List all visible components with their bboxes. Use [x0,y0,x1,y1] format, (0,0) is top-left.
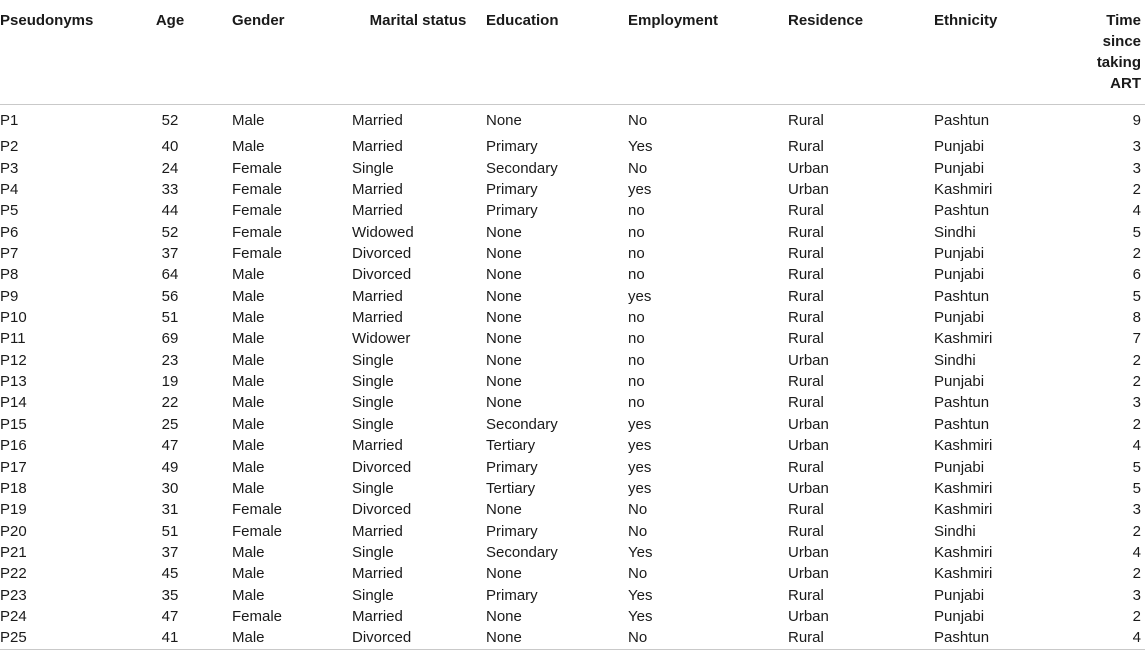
table-row [0,105,1145,137]
cell-ethnicity: Punjabi [934,309,985,327]
cell-residence: Rural [788,309,824,327]
cell-residence: Urban [788,437,829,455]
cell-employment: Yes [628,544,653,561]
cell-gender: Male [232,112,265,129]
cell-pseudonym: P11 [0,330,26,348]
cell-ethnicity: Punjabi [934,586,985,604]
cell-ethnicity: Kashmiri [934,330,993,348]
cell-ethnicity: Pashtun [934,112,990,129]
cell-time-since-art: 7 [1132,330,1141,348]
cell-pseudonym: P2 [0,138,19,156]
cell-pseudonym: P9 [0,287,19,305]
cell-time-since-art: 3 [1132,159,1141,177]
table-row [0,136,1145,157]
cell-age: 31 [161,501,179,519]
cell-age: 64 [161,266,179,284]
cell-marital-status: Divorced [352,501,412,519]
cell-education: None [486,608,522,626]
cell-education: Primary [486,522,538,540]
cell-gender: Male [232,629,265,647]
cell-pseudonym: P6 [0,223,19,241]
cell-residence: Urban [788,565,829,583]
cell-gender: Male [232,330,265,348]
cell-time-since-art: 3 [1132,501,1141,519]
cell-employment: no [628,202,645,220]
cell-pseudonym: P23 [0,586,27,604]
cell-education: None [486,394,522,412]
cell-gender: Male [232,138,265,156]
cell-ethnicity: Punjabi [934,138,985,156]
table-row [0,392,1145,413]
cell-ethnicity: Kashmiri [934,565,993,583]
cell-gender: Male [232,287,265,305]
cell-employment: no [628,244,645,262]
cell-marital-status: Married [352,202,403,220]
cell-age: 22 [161,394,179,412]
header-employment: Employment [626,0,786,105]
cell-marital-status: Divorced [352,458,412,476]
table-row [0,627,1145,648]
cell-ethnicity: Pashtun [934,415,990,433]
table-row [0,328,1145,349]
cell-age: 33 [161,180,179,198]
cell-marital-status: Single [352,394,394,412]
cell-gender: Female [232,501,283,519]
cell-residence: Rural [788,373,824,391]
cell-gender: Female [232,522,283,540]
cell-marital-status: Married [352,180,403,198]
cell-time-since-art: 4 [1132,629,1141,647]
table-row [0,350,1145,371]
cell-time-since-art: 2 [1132,522,1141,540]
cell-age: 25 [161,415,179,433]
header-education: Education [484,0,626,105]
cell-residence: Rural [788,266,824,284]
cell-pseudonym: P17 [0,458,27,476]
cell-employment: No [628,159,648,177]
cell-education: None [486,112,522,129]
cell-employment: yes [628,415,652,433]
cell-time-since-art: 4 [1132,202,1141,220]
cell-age: 44 [161,202,179,220]
cell-education: None [486,373,522,391]
table-row [0,157,1145,178]
cell-employment: No [628,501,648,519]
cell-employment: yes [628,458,652,476]
cell-gender: Male [232,309,265,327]
cell-residence: Urban [788,608,829,626]
cell-age: 49 [161,458,179,476]
cell-pseudonym: P22 [0,565,27,583]
cell-employment: no [628,309,645,327]
cell-pseudonym: P19 [0,501,27,519]
cell-ethnicity: Pashtun [934,202,990,220]
cell-marital-status: Married [352,522,403,540]
cell-age: 30 [161,479,179,497]
cell-residence: Urban [788,479,829,497]
cell-time-since-art: 2 [1132,608,1141,626]
table-row [0,456,1145,477]
cell-ethnicity: Punjabi [934,266,985,284]
table-row [0,542,1145,563]
cell-residence: Urban [788,415,829,433]
table-bottom-rule [0,649,1145,650]
cell-pseudonym: P14 [0,394,27,412]
cell-education: Tertiary [486,437,536,455]
cell-pseudonym: P16 [0,437,27,455]
cell-time-since-art: 9 [1132,112,1141,129]
cell-gender: Male [232,565,265,583]
cell-marital-status: Divorced [352,629,412,647]
cell-residence: Rural [788,138,824,156]
cell-time-since-art: 5 [1132,287,1141,305]
cell-employment: yes [628,287,652,305]
cell-gender: Female [232,159,283,177]
cell-age: 51 [161,522,179,540]
cell-ethnicity: Kashmiri [934,501,993,519]
table-row [0,200,1145,221]
cell-employment: no [628,266,645,284]
cell-time-since-art: 2 [1132,565,1141,583]
cell-pseudonym: P8 [0,266,19,284]
cell-employment: No [628,112,648,129]
cell-education: Primary [486,458,538,476]
cell-education: Primary [486,202,538,220]
cell-marital-status: Married [352,287,403,305]
cell-employment: No [628,565,648,583]
table-row [0,286,1145,307]
cell-time-since-art: 5 [1132,223,1141,241]
cell-employment: no [628,351,645,369]
cell-age: 47 [161,437,179,455]
cell-education: None [486,501,522,519]
cell-employment: yes [628,180,652,198]
cell-age: 23 [161,351,179,369]
cell-employment: No [628,522,648,540]
cell-marital-status: Widowed [352,223,414,241]
cell-marital-status: Married [352,309,403,327]
cell-gender: Male [232,415,265,433]
cell-gender: Female [232,180,283,198]
cell-time-since-art: 3 [1132,586,1141,604]
cell-education: Primary [486,180,538,198]
table-row [0,478,1145,499]
cell-age: 24 [161,159,179,177]
cell-age: 52 [161,223,179,241]
cell-employment: no [628,330,645,348]
cell-residence: Rural [788,330,824,348]
cell-education: None [486,309,522,327]
cell-residence: Rural [788,202,824,220]
cell-age: 45 [161,565,179,583]
cell-pseudonym: P5 [0,202,19,220]
cell-marital-status: Single [352,544,394,561]
header-marital-status: Marital status [352,0,484,105]
cell-gender: Male [232,351,265,369]
header-pseudonyms: Pseudonyms [0,0,110,105]
cell-education: Primary [486,586,538,604]
cell-residence: Urban [788,351,829,369]
cell-ethnicity: Punjabi [934,244,985,262]
cell-age: 19 [161,373,179,391]
table-row [0,606,1145,627]
cell-marital-status: Married [352,112,403,129]
cell-gender: Male [232,544,265,561]
table-row [0,179,1145,200]
cell-ethnicity: Punjabi [934,373,985,391]
cell-ethnicity: Punjabi [934,608,985,626]
cell-employment: no [628,373,645,391]
cell-education: Secondary [486,159,558,177]
cell-residence: Urban [788,180,829,198]
cell-residence: Rural [788,586,824,604]
cell-age: 52 [161,112,179,129]
cell-education: None [486,287,522,305]
cell-marital-status: Single [352,586,394,604]
header-residence: Residence [786,0,932,105]
table-row [0,221,1145,242]
cell-employment: Yes [628,608,653,626]
cell-time-since-art: 5 [1132,458,1141,476]
cell-residence: Rural [788,112,824,129]
cell-time-since-art: 5 [1132,479,1141,497]
table-row [0,435,1145,456]
cell-pseudonym: P7 [0,244,19,262]
cell-pseudonym: P4 [0,180,19,198]
cell-ethnicity: Kashmiri [934,437,993,455]
cell-time-since-art: 2 [1132,373,1141,391]
cell-ethnicity: Sindhi [934,223,976,241]
cell-residence: Rural [788,458,824,476]
cell-marital-status: Single [352,479,394,497]
cell-ethnicity: Kashmiri [934,479,993,497]
table-row [0,307,1145,328]
cell-gender: Male [232,458,265,476]
cell-time-since-art: 2 [1132,180,1141,198]
cell-pseudonym: P12 [0,351,27,369]
cell-marital-status: Married [352,138,403,156]
cell-age: 47 [161,608,179,626]
cell-pseudonym: P1 [0,112,19,129]
cell-time-since-art: 2 [1132,351,1141,369]
cell-ethnicity: Kashmiri [934,544,993,561]
cell-time-since-art: 3 [1132,394,1141,412]
cell-age: 41 [161,629,179,647]
cell-ethnicity: Punjabi [934,159,985,177]
cell-marital-status: Married [352,565,403,583]
cell-marital-status: Divorced [352,266,412,284]
cell-residence: Rural [788,244,824,262]
table-row [0,520,1145,541]
cell-ethnicity: Sindhi [934,351,976,369]
cell-residence: Rural [788,223,824,241]
cell-gender: Female [232,202,283,220]
cell-ethnicity: Pashtun [934,629,990,647]
cell-age: 51 [161,309,179,327]
cell-employment: no [628,223,645,241]
cell-employment: Yes [628,586,653,604]
cell-education: Secondary [486,415,558,433]
cell-pseudonym: P10 [0,309,27,327]
table-header-row [0,0,1145,105]
cell-pseudonym: P18 [0,479,27,497]
cell-education: None [486,223,522,241]
cell-marital-status: Married [352,437,403,455]
cell-residence: Rural [788,287,824,305]
cell-gender: Male [232,266,265,284]
cell-time-since-art: 4 [1132,544,1141,561]
cell-pseudonym: P25 [0,629,27,647]
cell-employment: no [628,394,645,412]
table-row [0,371,1145,392]
cell-time-since-art: 2 [1132,244,1141,262]
cell-time-since-art: 6 [1132,266,1141,284]
cell-pseudonym: P24 [0,608,27,626]
table-row [0,499,1145,520]
cell-gender: Female [232,608,283,626]
cell-education: Secondary [486,544,558,561]
cell-residence: Rural [788,394,824,412]
cell-employment: Yes [628,138,653,156]
cell-gender: Female [232,244,283,262]
cell-pseudonym: P15 [0,415,27,433]
cell-age: 56 [161,287,179,305]
cell-residence: Rural [788,522,824,540]
cell-ethnicity: Pashtun [934,287,990,305]
cell-pseudonym: P20 [0,522,27,540]
cell-education: None [486,629,522,647]
cell-ethnicity: Punjabi [934,458,985,476]
cell-age: 37 [161,244,179,262]
cell-education: Tertiary [486,479,536,497]
cell-employment: yes [628,437,652,455]
cell-age: 40 [161,138,179,156]
cell-age: 37 [161,544,179,561]
cell-marital-status: Single [352,351,394,369]
cell-gender: Male [232,394,265,412]
cell-pseudonym: P3 [0,159,19,177]
cell-education: None [486,266,522,284]
cell-pseudonym: P13 [0,373,27,391]
cell-age: 35 [161,586,179,604]
table-row [0,585,1145,606]
cell-gender: Male [232,479,265,497]
cell-marital-status: Married [352,608,403,626]
table-body [0,105,1145,649]
cell-education: None [486,244,522,262]
cell-marital-status: Single [352,373,394,391]
cell-residence: Rural [788,501,824,519]
header-gender: Gender [230,0,352,105]
cell-ethnicity: Pashtun [934,394,990,412]
cell-time-since-art: 2 [1132,415,1141,433]
cell-time-since-art: 4 [1132,437,1141,455]
header-time-since-art: Time since taking ART [1062,0,1145,105]
cell-residence: Rural [788,629,824,647]
table-row [0,414,1145,435]
cell-employment: No [628,629,648,647]
cell-education: None [486,351,522,369]
cell-marital-status: Single [352,159,394,177]
cell-education: None [486,565,522,583]
cell-gender: Female [232,223,283,241]
cell-ethnicity: Sindhi [934,522,976,540]
cell-marital-status: Divorced [352,244,412,262]
cell-employment: yes [628,479,652,497]
cell-marital-status: Single [352,415,394,433]
cell-time-since-art: 3 [1132,138,1141,156]
cell-marital-status: Widower [352,330,411,348]
cell-age: 69 [161,330,179,348]
cell-gender: Male [232,586,265,604]
table-row [0,243,1145,264]
cell-gender: Male [232,373,265,391]
cell-ethnicity: Kashmiri [934,180,993,198]
cell-residence: Urban [788,544,829,561]
table-row [0,563,1145,584]
cell-residence: Urban [788,159,829,177]
cell-time-since-art: 8 [1132,309,1141,327]
cell-pseudonym: P21 [0,544,27,561]
cell-education: Primary [486,138,538,156]
cell-gender: Male [232,437,265,455]
table-row [0,264,1145,285]
header-ethnicity: Ethnicity [932,0,1062,105]
header-age: Age [110,0,230,105]
cell-education: None [486,330,522,348]
